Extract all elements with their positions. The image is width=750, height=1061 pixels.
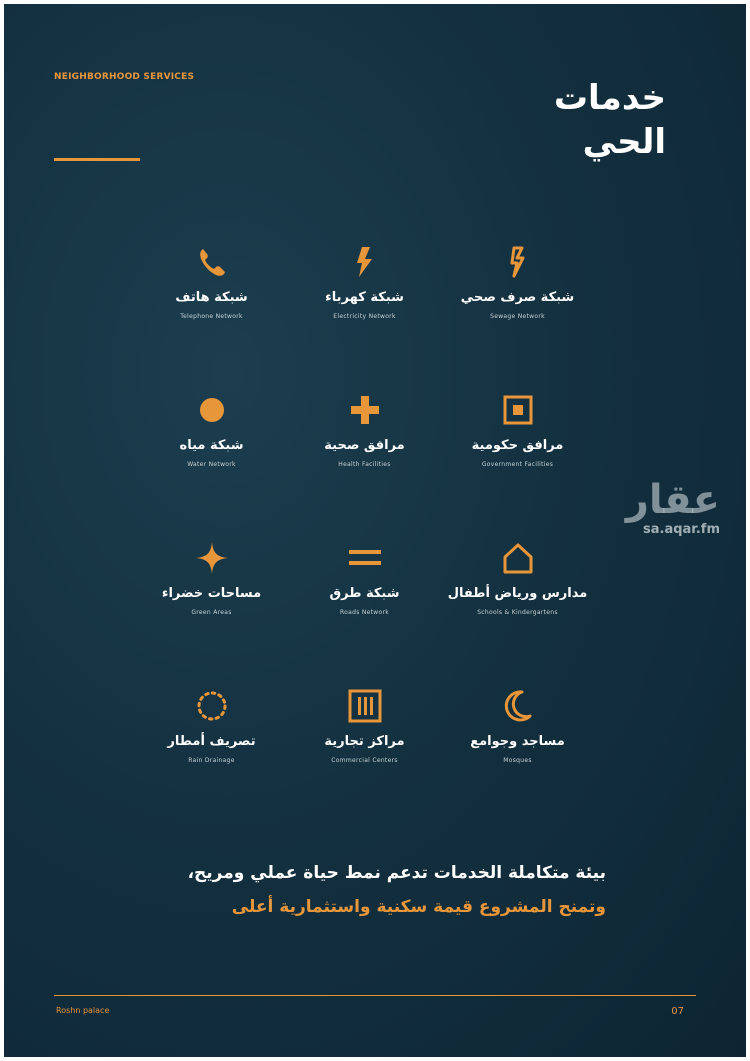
service-label-en: Roads Network	[339, 609, 390, 616]
watermark-url: sa.aqar.fm	[643, 522, 720, 537]
watermark-brand: عقار	[625, 477, 720, 523]
service-label-ar: مساجد وجوامع	[470, 734, 565, 749]
service-label-ar: تصريف أمطار	[167, 734, 256, 749]
brochure-page	[4, 4, 746, 1057]
service-label-en: Health Facilities	[338, 461, 391, 468]
service-mosques	[441, 686, 594, 834]
tagline-line-1: بيئة متكاملة الخدمات تدعم نمط حياة عملي ومريح،	[187, 863, 606, 883]
columns-icon	[345, 686, 385, 726]
crescent-icon	[498, 686, 538, 726]
lightning-icon	[345, 242, 385, 282]
service-schools	[441, 538, 594, 686]
equals-icon	[345, 538, 385, 578]
phone-icon	[192, 242, 232, 282]
eyebrow-underline	[54, 158, 140, 161]
service-label-en: Commercial Centers	[331, 757, 398, 764]
service-label-ar: شبكة هاتف	[175, 290, 248, 305]
title-line-1: خدمات	[553, 78, 666, 118]
service-label-ar: مراكز تجارية	[324, 734, 405, 749]
service-health	[288, 390, 441, 538]
title-line-2: الحي	[582, 122, 666, 162]
services-grid	[134, 242, 594, 834]
footer-divider	[54, 995, 696, 996]
service-label-ar: شبكة كهرباء	[325, 290, 404, 305]
service-sewage	[441, 242, 594, 390]
tagline-line-2: وتمنح المشروع قيمة سكنية واستثمارية أعلى	[231, 897, 606, 917]
service-label-en: Electricity Network	[333, 313, 396, 320]
square-frame-icon	[498, 390, 538, 430]
page-title	[366, 76, 666, 164]
service-water	[135, 390, 288, 538]
service-label-ar: شبكة طرق	[329, 586, 400, 601]
service-label-en: Telephone Network	[180, 313, 243, 320]
service-government	[441, 390, 594, 538]
circle-icon	[192, 390, 232, 430]
service-label-en: Government Facilities	[481, 461, 554, 468]
section-eyebrow: NEIGHBORHOOD SERVICES	[54, 72, 195, 82]
service-label-ar: شبكة مياه	[179, 438, 244, 453]
sparkle-icon	[192, 538, 232, 578]
dotted-circle-icon	[192, 686, 232, 726]
sewage-bolt-icon	[498, 242, 538, 282]
house-icon	[498, 538, 538, 578]
service-label-ar: مرافق حكومية	[471, 438, 564, 453]
service-label-en: Water Network	[187, 461, 236, 468]
service-label-en: Rain Drainage	[188, 757, 235, 764]
service-green-areas	[135, 538, 288, 686]
service-label-ar: مدارس ورياض أطفال	[447, 586, 588, 601]
footer-project-name: Roshn palace	[56, 1006, 110, 1015]
watermark	[590, 478, 720, 537]
service-label-en: Green Areas	[191, 609, 232, 616]
service-label-ar: شبكة صرف صحي	[460, 290, 575, 305]
service-electricity	[288, 242, 441, 390]
service-label-ar: مساحات خضراء	[161, 586, 262, 601]
service-rain-drainage	[135, 686, 288, 834]
page-number: 07	[671, 1006, 684, 1017]
service-label-en: Schools & Kindergartens	[477, 609, 558, 616]
service-label-ar: مرافق صحية	[324, 438, 405, 453]
plus-icon	[345, 390, 385, 430]
service-label-en: Mosques	[503, 757, 532, 764]
service-label-en: Sewage Network	[490, 313, 545, 320]
service-telephone	[135, 242, 288, 390]
service-roads	[288, 538, 441, 686]
tagline	[46, 856, 606, 924]
service-commercial	[288, 686, 441, 834]
